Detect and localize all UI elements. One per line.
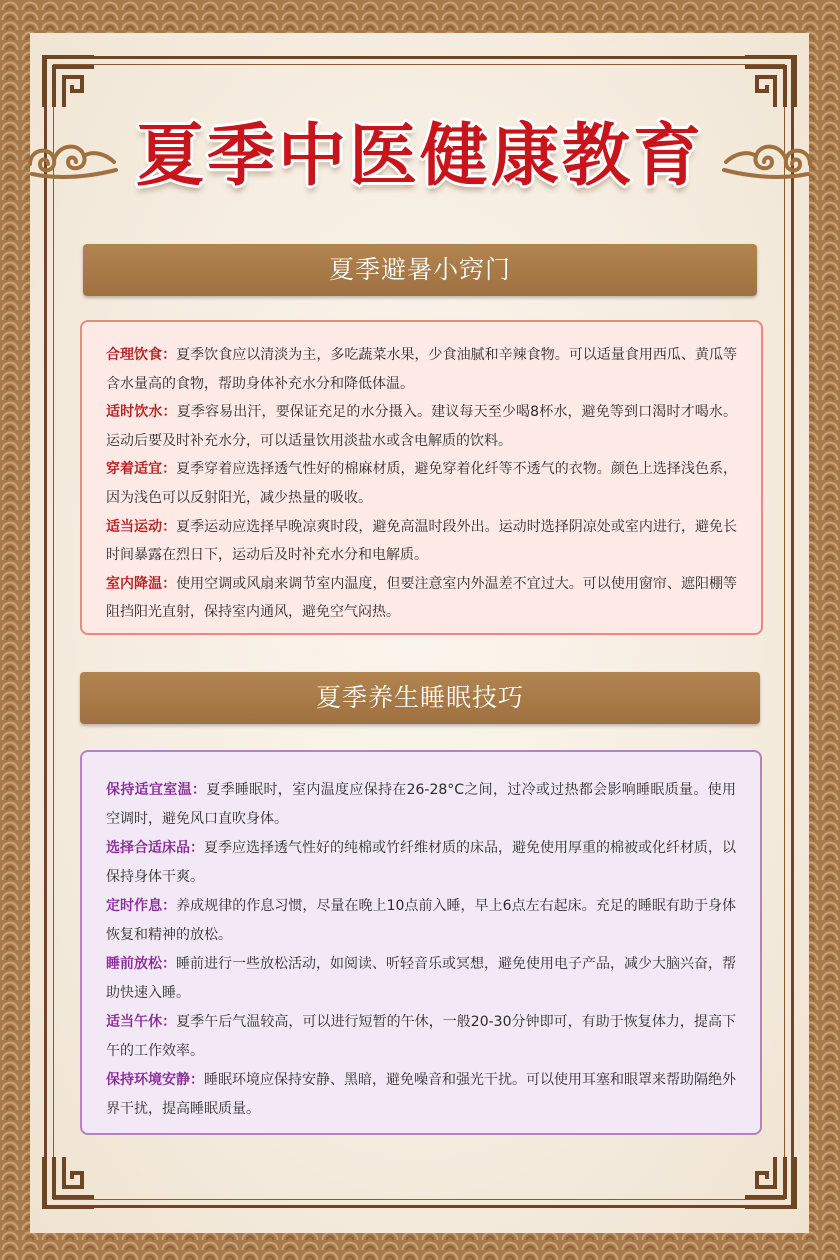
tip-text: 夏季容易出汗，要保证充足的水分摄入。建议每天至少喝8杯水，避免等到口渴时才喝水。运动后要及时补充水分，可以适量饮用淡盐水或含电解质的饮料。 [106, 404, 738, 449]
sleep-item-temperature [106, 776, 736, 834]
sleep-text: 睡前进行一些放松活动，如阅读、听轻音乐或冥想，避免使用电子产品，减少大脑兴奋，帮助快速入睡。 [106, 956, 736, 1001]
summer-tips-box [80, 320, 763, 635]
sleep-text: 夏季午后气温较高，可以进行短暂的午休，一般20-30分钟即可，有助于恢复体力，提高下午的工作效率。 [106, 1014, 736, 1059]
sleep-label: 定时作息： [106, 898, 177, 914]
fret-corner-icon [42, 55, 96, 109]
sleep-item-schedule [106, 892, 736, 950]
tip-text: 夏季运动应选择早晚凉爽时段，避免高温时段外出。运动时选择阴凉处或室内进行，避免长时间暴露在烈日下，运动后及时补充水分和电解质。 [106, 518, 738, 564]
sleep-item-nap [106, 1008, 736, 1066]
tip-item-diet [106, 341, 737, 398]
fret-corner-icon [743, 1155, 797, 1209]
sleep-text: 夏季应选择透气性好的纯棉或竹纤维材质的床品，避免使用厚重的棉被或化纤材质，以保持身体干爽。 [106, 840, 736, 885]
section-heading-summer-tips: 夏季避暑小窍门 [83, 244, 757, 296]
sleep-label: 选择合适床品： [106, 840, 204, 856]
tip-item-clothing [106, 455, 737, 512]
fret-corner-icon [42, 1155, 96, 1209]
sleep-label: 睡前放松： [106, 956, 176, 972]
sleep-label: 适当午休： [106, 1014, 177, 1030]
tip-label: 适当运动： [106, 518, 177, 535]
tip-label: 合理饮食： [106, 347, 177, 363]
fret-corner-icon [743, 55, 797, 109]
page-title: 夏季中医健康教育 [135, 116, 704, 196]
sleep-text: 养成规律的作息习惯，尽量在晚上10点前入睡，早上6点左右起床。充足的睡眠有助于身体恢复和精神的放松。 [106, 898, 736, 943]
sleep-tips-box [80, 750, 762, 1135]
tip-label: 适时饮水： [106, 404, 177, 421]
tip-label: 穿着适宜： [106, 461, 177, 478]
section-heading-sleep-tips: 夏季养生睡眠技巧 [80, 672, 760, 724]
sleep-item-bedding [106, 834, 736, 892]
sleep-label: 保持适宜室温： [106, 782, 207, 798]
tip-text: 夏季穿着应选择透气性好的棉麻材质，避免穿着化纤等不透气的衣物。颜色上选择浅色系，因为浅色可以反射阳光，减少热量的吸收。 [106, 461, 738, 506]
tip-item-exercise [106, 513, 737, 570]
sleep-label: 保持环境安静： [106, 1072, 204, 1088]
tip-label: 室内降温： [106, 575, 177, 592]
sleep-item-relax [106, 950, 736, 1008]
tip-item-cooling [106, 570, 737, 627]
tip-text: 使用空调或风扇来调节室内温度，但要注意室内外温差不宜过大。可以使用窗帘、遮阳棚等阻挡阳光直射，保持室内通风，避免空气闷热。 [106, 575, 738, 621]
sleep-text: 夏季睡眠时，室内温度应保持在26-28°C之间，过冷或过热都会影响睡眠质量。使用空调时，避免风口直吹身体。 [106, 782, 736, 827]
sleep-item-quiet [106, 1066, 736, 1124]
tip-item-water [106, 398, 737, 455]
sleep-text: 睡眠环境应保持安静、黑暗，避免噪音和强光干扰。可以使用耳塞和眼罩来帮助隔绝外界干扰，提高睡眠质量。 [106, 1072, 736, 1117]
tip-text: 夏季饮食应以清淡为主，多吃蔬菜水果，少食油腻和辛辣食物。可以适量食用西瓜、黄瓜等含水量高的食物，帮助身体补充水分和降低体温。 [106, 347, 738, 392]
